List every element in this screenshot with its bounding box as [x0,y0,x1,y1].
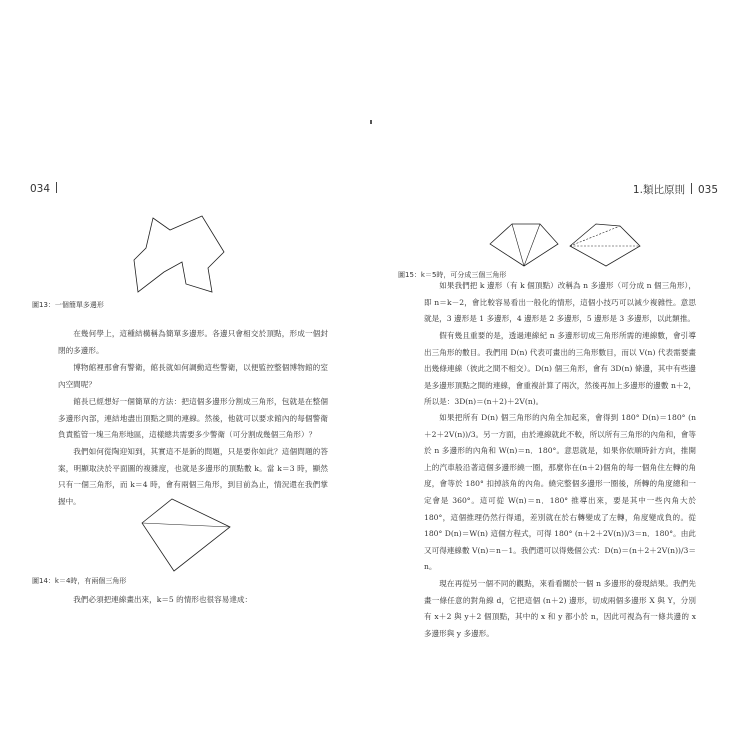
right-paragraph-4: 現在再從另一個不同的觀點，來看看關於一個 n 多邊形的發現結果。我們先畫一條任意的對角線 d，它把這個 (n＋2) 邊形，切成兩個多邊形 X 與 Y，分別有 x＋2 與 y＋2 個頂點，其中的 x 和 y 都小於 n，因此可視為有一條共邊的 x 多邊形與 y 多邊形。 [424,579,696,638]
center-mark [370,120,372,124]
right-paragraph-2: 假有幾且重要的是，透過連線紀 n 多邊形切成三角形所需的連線數，會引導出三角形的數目。我們用 D(n) 代表可畫出的三角形數目，而以 V(n) 代表需要畫出幾條連線（彼此之間不相交）。D(n) 個三角形，會有 3D(n) 條邊，其中有些邊是多邊形頂點之間的連線，會重複計算了兩次，然後再加上多邊形的邊數 n＋2，所以是：3D(n)＝(n＋2)＋2V(n)。 [424,331,696,407]
left-page-header [30,182,63,195]
figure15-pentagon-fan [488,222,560,268]
header-separator [56,182,57,193]
figure13-caption: 圖13：一個簡單多邊形 [32,301,104,309]
right-paragraph-3: 如果把所有 D(n) 個三角形的內角全加起來，會得到 180° D(n)＝180° (n＋2＋2V(n))/3。另一方面，由於連線就此不較，所以所有三角形的內角和，會等於 n 多邊形的內角和 W(n)＝n．180°。意思就是，如果你依順時針方向，推開上的汽車般沿著這個多邊形繞一圈，那麼你在(n＋2)個角的每一個角住左轉的角度，會等於 180° 扣掉該角的內角。繞完整個多邊形一圈後，所轉的角度總和一定會是 360°。這可從 W(n)＝n．180° 推導出來，要是其中一些內角大於 180°，這個推理仍然行得通，差別就在於右轉變成了左轉，角度變成負的。從 180° D(n)＝W(n) 這個方程式，可得 180° (n＋2＋2V(n))/3＝n．180°。由此又可得連線數 V(n)＝n－1。我們還可以得幾個公式：D(n)＝(n＋2＋2V(n))/3＝n。 [424,413,696,572]
figure14-quadrilateral [136,493,236,573]
right-header-title: 1.類比原則 [632,184,685,196]
left-page-number: 034 [30,183,51,195]
figure13-polygon [120,210,230,300]
right-page-header [633,182,718,197]
right-page-number: 035 [697,184,718,196]
figure15-pentagon-zigzag [566,222,642,268]
left-paragraph-3: 館長已經想好一個簡單的方法：把這個多邊形分割成三角形，包就是在整個多邊形內部，連結地盡出頂點之間的連線。然後，他就可以要求館內的每個警衛負責監管一塊三角形地區，這樣總共需要多少警衛（可分割成幾個三角形）？ [58,397,328,440]
left-paragraph-4: 我們如何從陶迎知到，其實這不是新的問題，只是要你如此？這個問題的答案，明顯取決於平面圖的複雜度，也就是多邊形的頂點數 k。當 k＝3 時，顯然只有一個三角形，而 k＝4 時，會有兩個三角形，到目前為止，情況還在我們掌握中。 [58,447,328,506]
right-paragraph-1: 如果我們把 k 邊形（有 k 個頂點）改稱為 n 多邊形（可分成 n 個三角形），即 n＝k－2，會比較容易看出一般化的情形，這個小技巧可以減少複雜性。意思就是，3 邊形是 1 多邊形，4 邊形是 2 多邊形，5 邊形是 3 多邊形，以此類推。 [424,281,696,324]
left-paragraph-1: 在幾何學上，這種結構稱為簡單多邊形。各邊只會相交於頂點，形成一個封閉的多邊形。 [58,329,328,355]
header-separator [691,183,692,194]
left-paragraph-2: 博物館裡那會有警衛，館長就如何調動這些警衛，以便監控整個博物館的室內空間呢？ [58,363,328,389]
left-final-paragraph: 我們必須把連線畫出來，k＝5 的情形也很容易達成： [73,595,253,604]
figure15-caption: 圖15：k＝5時，可分成三個三角形 [398,271,507,279]
figure14-caption: 圖14：k＝4時，有兩個三角形 [32,577,127,585]
